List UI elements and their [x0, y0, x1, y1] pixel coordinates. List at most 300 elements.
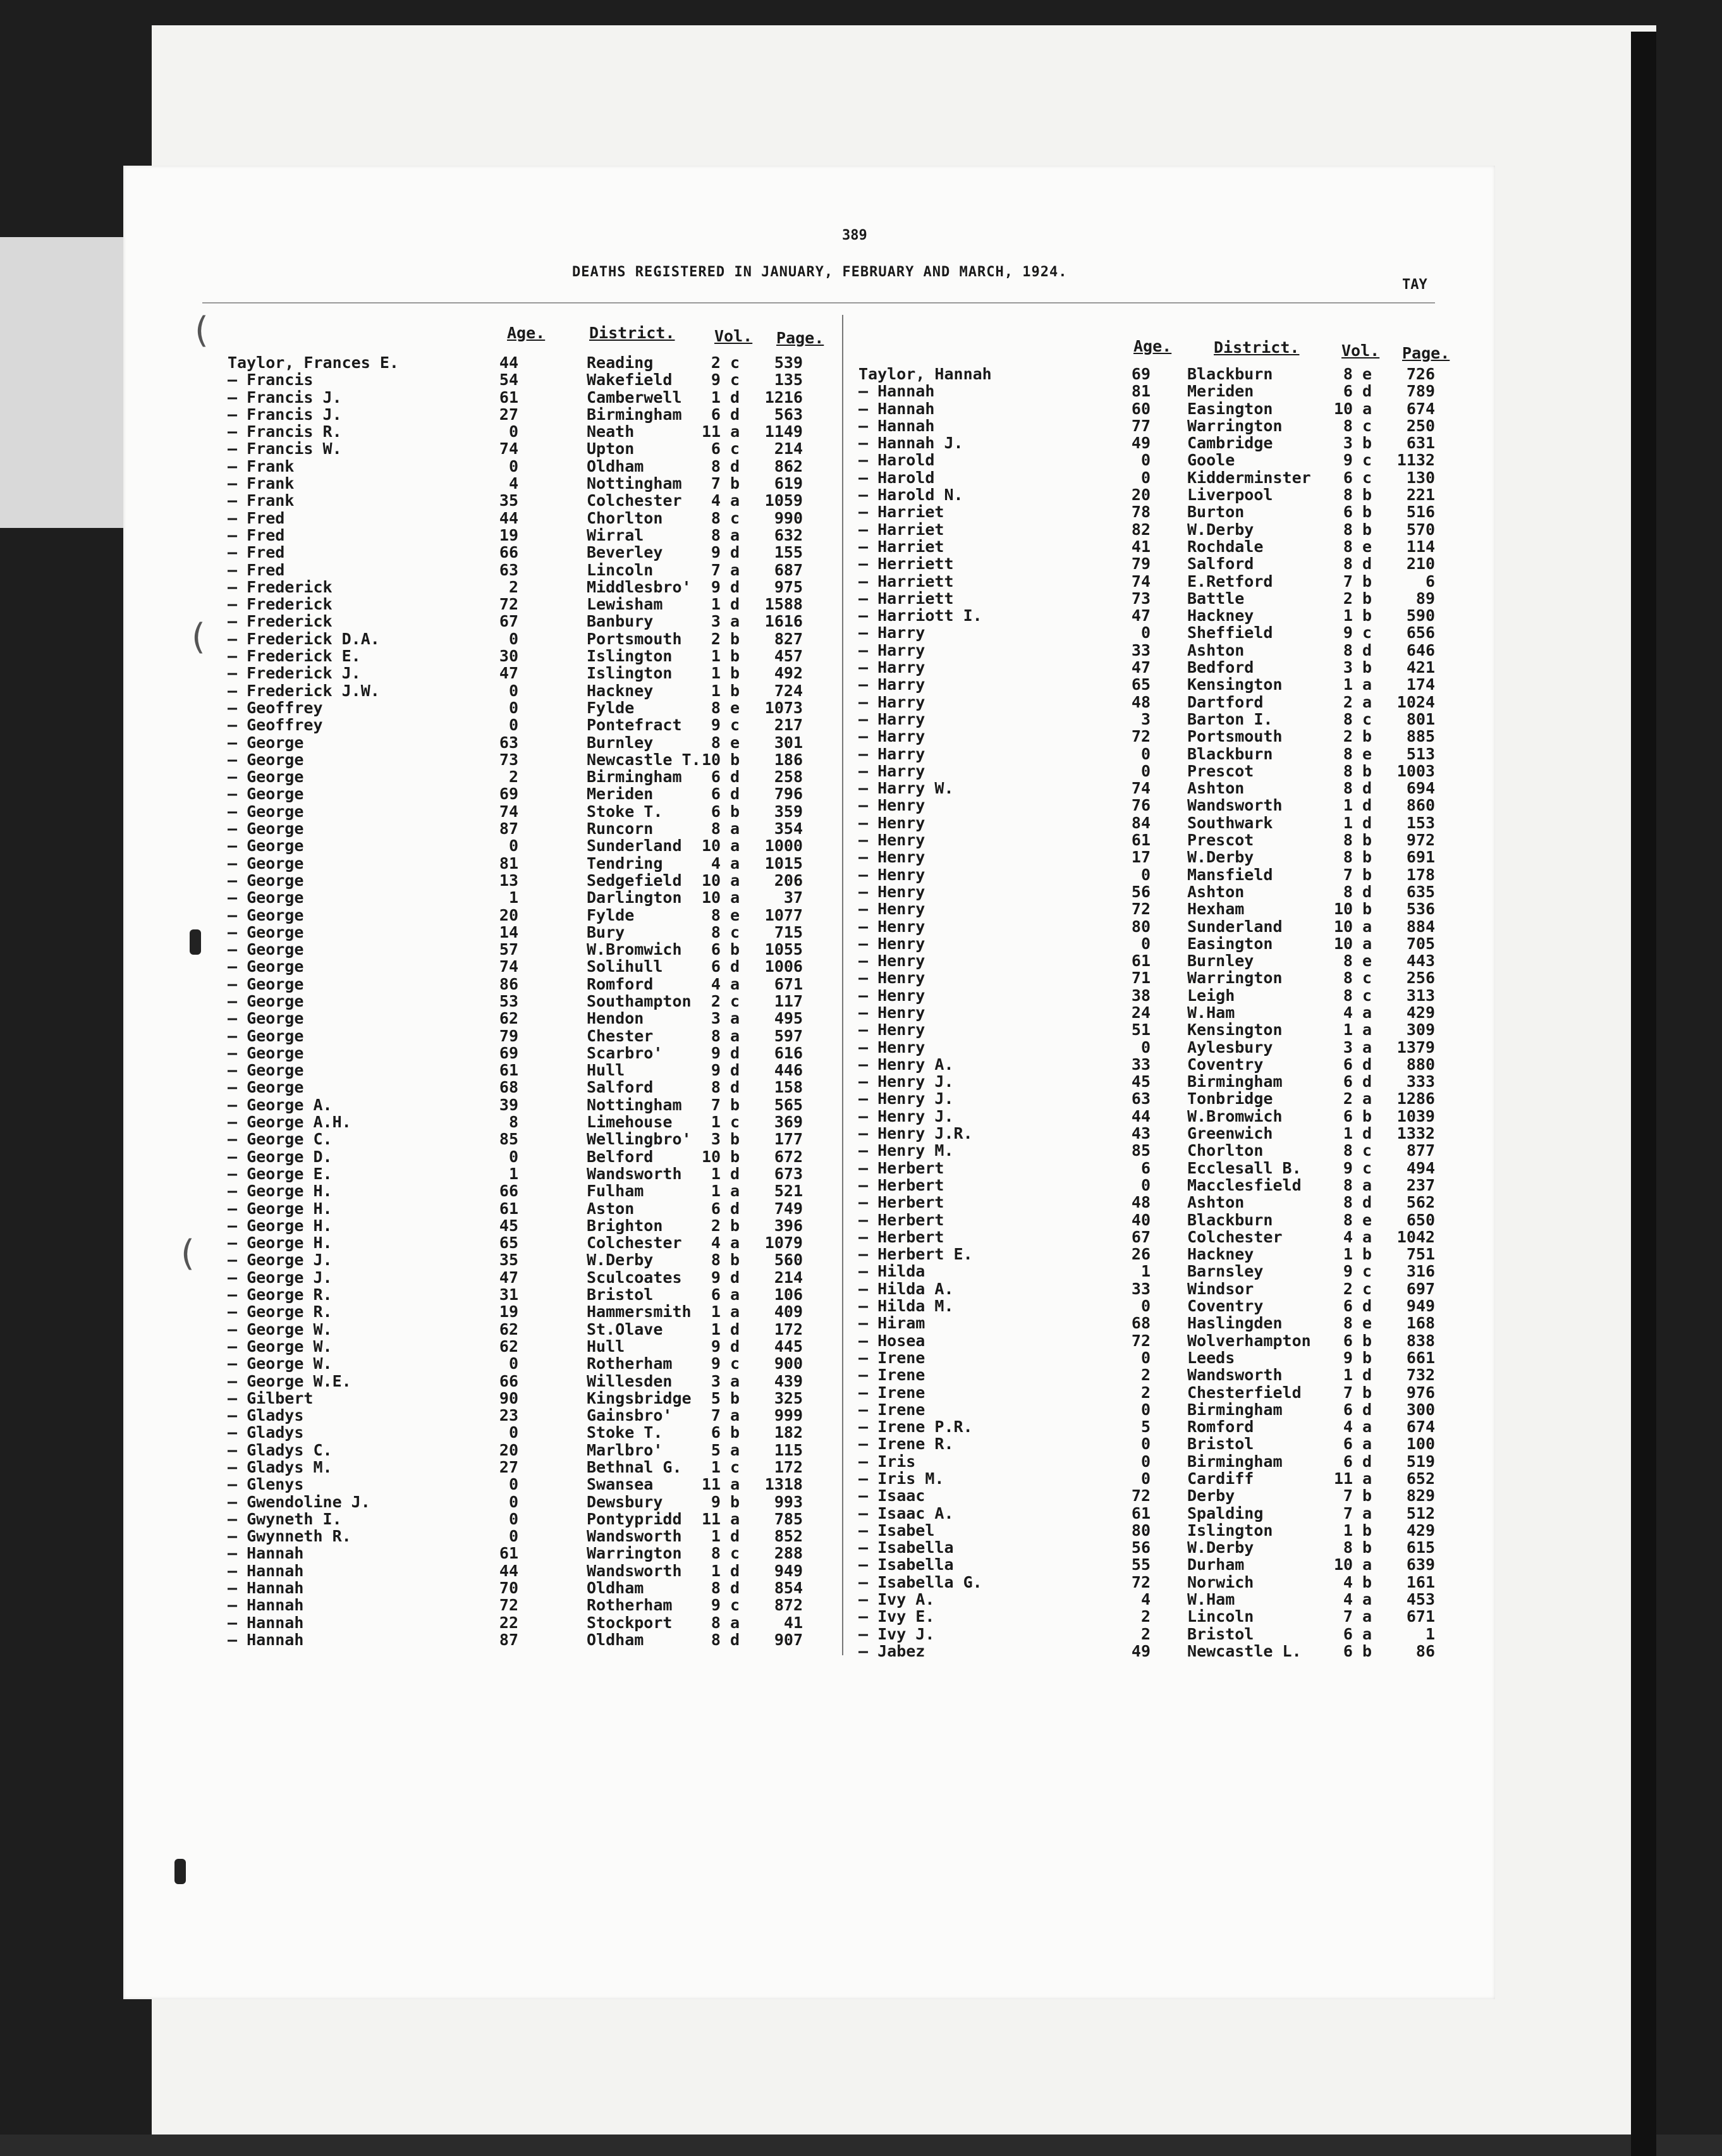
entry-page: 880 [1406, 1055, 1435, 1074]
entry-page: 301 [774, 733, 803, 752]
register-entry [858, 865, 1435, 884]
entry-name: — George A.H. [228, 1113, 351, 1132]
entry-page: 513 [1406, 744, 1435, 763]
entry-age: 17 [1131, 848, 1151, 867]
register-entry [228, 1234, 828, 1251]
entry-vol: 9 c [711, 1596, 740, 1615]
entry-district: Wandsworth [587, 1561, 682, 1580]
entry-page: 1379 [1396, 1038, 1435, 1057]
entry-page: 972 [1406, 831, 1435, 850]
entry-page: 309 [1406, 1020, 1435, 1039]
entry-age: 48 [1131, 1193, 1151, 1212]
entry-name: — George [228, 991, 304, 1010]
entry-district: Swansea [587, 1475, 654, 1494]
entry-page: 590 [1406, 606, 1435, 625]
entry-page: 565 [774, 1095, 803, 1114]
register-entry [228, 544, 828, 561]
entry-page: 214 [774, 439, 803, 458]
entry-vol: 1 d [711, 1320, 740, 1338]
entry-vol: 7 a [1343, 1607, 1372, 1626]
entry-age: 47 [499, 664, 518, 683]
entry-vol: 6 d [1343, 1400, 1372, 1419]
entry-district: Wolverhampton [1187, 1331, 1311, 1350]
entry-name: — Francis J. [228, 388, 342, 407]
entry-district: Belford [587, 1147, 654, 1166]
entry-name: — Henry [858, 900, 925, 919]
entry-age: 1 [508, 1164, 518, 1183]
entry-name: — Harry [858, 761, 925, 780]
entry-name: — Irene [858, 1400, 925, 1419]
entry-page: 494 [1406, 1158, 1435, 1177]
entry-name: — Harriet [858, 537, 944, 556]
entry-district: Wellingbro' [587, 1130, 692, 1149]
entry-name: — George [228, 1009, 304, 1028]
register-entry [858, 623, 1435, 642]
entry-age: 80 [1131, 1521, 1151, 1540]
entry-vol: 6 b [711, 1423, 740, 1442]
entry-vol: 7 b [1343, 572, 1372, 591]
entry-name: — Harriett [858, 572, 954, 591]
entry-page: 639 [1406, 1555, 1435, 1574]
entry-page: 333 [1406, 1072, 1435, 1091]
entry-page: 597 [774, 1026, 803, 1045]
register-entry [858, 1193, 1435, 1212]
register-entry [858, 1469, 1435, 1488]
register-entry [858, 969, 1435, 988]
entry-vol: 10 a [1334, 1555, 1372, 1574]
entry-district: Chorlton [1187, 1141, 1264, 1160]
entry-name: — Hannah [858, 399, 935, 418]
entry-page: 409 [774, 1302, 803, 1321]
entry-district: Newcastle T. [587, 750, 701, 769]
entry-page: 1024 [1396, 692, 1435, 711]
entry-district: Dewsbury [587, 1492, 663, 1511]
entry-age: 63 [1131, 1089, 1151, 1108]
binder-punch-icon [190, 929, 201, 955]
entry-vol: 8 c [711, 922, 740, 941]
entry-page: 949 [1406, 1297, 1435, 1316]
entry-vol: 9 b [711, 1492, 740, 1511]
entry-vol: 2 b [1343, 589, 1372, 608]
entry-name: — Harriet [858, 503, 944, 522]
entry-name: — Irene P.R. [858, 1418, 973, 1436]
entry-page: 316 [1406, 1262, 1435, 1281]
entry-age: 62 [499, 1009, 518, 1028]
entry-name: — Frederick [228, 577, 333, 596]
entry-page: 396 [774, 1216, 803, 1235]
entry-name: — Hannah [228, 1613, 304, 1632]
entry-page: 168 [1406, 1314, 1435, 1333]
entry-name: — Hannah [228, 1561, 304, 1580]
entry-page: 650 [1406, 1210, 1435, 1229]
entry-name: — Isabel [858, 1521, 935, 1540]
register-entry [228, 1596, 828, 1614]
entry-age: 74 [1131, 572, 1151, 591]
entry-name: — Hannah [858, 382, 935, 401]
entry-district: Marlbro' [587, 1440, 663, 1459]
entry-name: — George [228, 1026, 304, 1045]
entry-name: — Francis [228, 371, 314, 389]
register-entry [858, 1158, 1435, 1177]
entry-name: Taylor, Frances E. [228, 353, 399, 372]
entry-district: Chester [587, 1026, 654, 1045]
entry-age: 48 [1131, 692, 1151, 711]
entry-page: 359 [774, 802, 803, 821]
entry-age: 38 [1131, 986, 1151, 1005]
entry-district: Nottingham [587, 1095, 682, 1114]
entry-name: — George W.E. [228, 1371, 351, 1390]
register-entry [228, 993, 828, 1010]
entry-vol: 3 b [711, 1130, 740, 1149]
entry-name: — Gladys [228, 1423, 304, 1442]
entry-age: 61 [1131, 1504, 1151, 1522]
entry-district: Leigh [1187, 986, 1235, 1005]
entry-age: 47 [1131, 606, 1151, 625]
entry-age: 0 [1140, 1400, 1151, 1419]
entry-name: — Hilda M. [858, 1297, 954, 1316]
entry-page: 975 [774, 577, 803, 596]
entry-page: 313 [1406, 986, 1435, 1005]
register-entry [228, 976, 828, 993]
register-entry [228, 630, 828, 647]
entry-name: — Henry [858, 969, 925, 988]
register-entry [228, 1113, 828, 1130]
entry-district: Dartford [1187, 692, 1264, 711]
entry-name: — Henry [858, 882, 925, 901]
entry-age: 62 [499, 1337, 518, 1356]
entry-vol: 7 b [711, 474, 740, 493]
register-entry [858, 468, 1435, 487]
entry-district: Burnley [1187, 952, 1254, 971]
entry-vol: 9 d [711, 543, 740, 562]
entry-age: 85 [1131, 1141, 1151, 1160]
entry-district: Kensington [1187, 1020, 1283, 1039]
entry-vol: 11 a [702, 422, 740, 441]
entry-vol: 4 a [711, 1234, 740, 1253]
entry-page: 89 [1415, 589, 1435, 608]
entry-vol: 8 e [1343, 537, 1372, 556]
entry-age: 5 [1140, 1418, 1151, 1436]
entry-page: 726 [1406, 365, 1435, 383]
entry-name: — George [228, 922, 304, 941]
entry-vol: 11 a [1334, 1469, 1372, 1488]
entry-page: 106 [774, 1285, 803, 1304]
entry-name: — George [228, 905, 304, 924]
register-entry [228, 1286, 828, 1303]
register-entry [228, 1217, 828, 1234]
entry-district: Prescot [1187, 761, 1254, 780]
entry-vol: 6 d [711, 785, 740, 804]
entry-name: — Fred [228, 525, 285, 544]
entry-vol: 10 a [702, 836, 740, 855]
entry-page: 616 [774, 1043, 803, 1062]
entry-age: 55 [1131, 1555, 1151, 1574]
entry-page: 724 [774, 681, 803, 700]
entry-page: 993 [774, 1492, 803, 1511]
entry-district: Wirral [587, 525, 644, 544]
entry-district: Coventry [1187, 1055, 1264, 1074]
register-entry [858, 1089, 1435, 1108]
entry-district: Meriden [1187, 382, 1254, 401]
entry-district: Stockport [587, 1613, 673, 1632]
entry-page: 1132 [1396, 451, 1435, 470]
register-entry [858, 1279, 1435, 1298]
register-entry [228, 1027, 828, 1044]
entry-vol: 5 b [711, 1388, 740, 1407]
entry-age: 33 [1131, 1279, 1151, 1298]
entry-page: 135 [774, 371, 803, 389]
entry-page: 619 [774, 474, 803, 493]
entry-district: Blackburn [1187, 1210, 1273, 1229]
header-rule [202, 302, 1435, 303]
entry-page: 258 [774, 768, 803, 787]
register-entry [228, 1096, 828, 1113]
entry-name: — Henry [858, 831, 925, 850]
register-entry [228, 1459, 828, 1476]
entry-page: 671 [1406, 1607, 1435, 1626]
entry-district: Ashton [1187, 779, 1245, 798]
entry-page: 1286 [1396, 1089, 1435, 1108]
entry-age: 13 [499, 871, 518, 890]
entry-name: — Henry [858, 952, 925, 971]
entry-page: 656 [1406, 623, 1435, 642]
entry-vol: 9 c [711, 371, 740, 389]
entry-vol: 6 b [1343, 1641, 1372, 1660]
entry-page: 1003 [1396, 761, 1435, 780]
entry-page: 1042 [1396, 1227, 1435, 1246]
entry-vol: 2 b [1343, 727, 1372, 746]
entry-vol: 8 d [711, 456, 740, 475]
entry-vol: 3 a [711, 1371, 740, 1390]
register-entry [228, 1182, 828, 1199]
entry-page: 453 [1406, 1590, 1435, 1609]
entry-district: Birmingham [1187, 1452, 1283, 1471]
entry-name: Taylor, Hannah [858, 365, 992, 383]
register-entry [858, 934, 1435, 953]
entry-district: W.Derby [1187, 520, 1254, 539]
entry-vol: 6 d [711, 1199, 740, 1218]
entry-district: Ecclesall B. [1187, 1158, 1302, 1177]
entry-district: Wandsworth [587, 1164, 682, 1183]
entry-page: 635 [1406, 882, 1435, 901]
entry-age: 27 [499, 1458, 518, 1476]
right-age-header: Age. [1133, 337, 1172, 355]
entry-district: Tendring [587, 854, 663, 873]
register-entry [858, 434, 1435, 453]
entry-name: — Frederick J. [228, 664, 361, 683]
register-entry [228, 1148, 828, 1165]
entry-district: Ashton [1187, 1193, 1245, 1212]
entry-name: — Henry [858, 865, 925, 884]
register-entry [858, 416, 1435, 435]
entry-district: Camberwell [587, 388, 682, 407]
entry-district: Derby [1187, 1486, 1235, 1505]
entry-vol: 8 e [1343, 1210, 1372, 1229]
entry-vol: 1 a [711, 1302, 740, 1321]
entry-page: 177 [774, 1130, 803, 1149]
entry-page: 661 [1406, 1348, 1435, 1367]
entry-name: — Henry J.R. [858, 1124, 973, 1143]
entry-age: 33 [1131, 1055, 1151, 1074]
entry-vol: 6 d [1343, 1452, 1372, 1471]
entry-age: 0 [1140, 451, 1151, 470]
entry-age: 0 [508, 1475, 518, 1494]
entry-district: W.Ham [1187, 1590, 1235, 1609]
entry-name: — Ivy E. [858, 1607, 935, 1626]
entry-age: 35 [499, 1251, 518, 1270]
entry-name: — George [228, 785, 304, 804]
entry-vol: 6 a [711, 1285, 740, 1304]
entry-age: 69 [499, 785, 518, 804]
entry-district: Bristol [1187, 1435, 1254, 1454]
entry-page: 1 [1425, 1624, 1435, 1643]
entry-page: 829 [1406, 1486, 1435, 1505]
entry-age: 0 [508, 629, 518, 648]
entry-page: 1149 [764, 422, 803, 441]
register-entry [228, 1251, 828, 1268]
entry-district: Romford [587, 974, 654, 993]
entry-age: 74 [499, 439, 518, 458]
entry-vol: 7 a [711, 1406, 740, 1425]
register-entry [858, 1106, 1435, 1125]
entry-vol: 4 a [711, 854, 740, 873]
entry-page: 694 [1406, 779, 1435, 798]
entry-name: — Glenys [228, 1475, 304, 1494]
entry-vol: 6 d [1343, 1072, 1372, 1091]
register-entry [858, 1504, 1435, 1522]
entry-vol: 7 b [1343, 865, 1372, 884]
entry-page: 1077 [764, 905, 803, 924]
entry-name: — Harriott I. [858, 606, 982, 625]
entry-page: 1059 [764, 491, 803, 510]
entry-age: 27 [499, 405, 518, 424]
entry-age: 73 [1131, 589, 1151, 608]
entry-age: 0 [508, 681, 518, 700]
entry-district: Limehouse [587, 1113, 673, 1132]
entry-district: Southampton [587, 991, 692, 1010]
entry-age: 0 [1140, 1038, 1151, 1057]
entry-page: 671 [774, 974, 803, 993]
entry-page: 1073 [764, 698, 803, 717]
entry-age: 66 [499, 543, 518, 562]
entry-age: 69 [1131, 365, 1151, 383]
register-entry [858, 761, 1435, 780]
entry-vol: 1 c [711, 1458, 740, 1476]
entry-page: 749 [774, 1199, 803, 1218]
entry-district: Islington [587, 647, 673, 666]
entry-district: Spalding [1187, 1504, 1264, 1522]
entry-district: Durham [1187, 1555, 1245, 1574]
register-entry [228, 716, 828, 733]
entry-page: 495 [774, 1009, 803, 1028]
entry-vol: 6 d [711, 405, 740, 424]
register-entry [858, 1020, 1435, 1039]
entry-name: — Herbert [858, 1193, 944, 1212]
register-entry [858, 1452, 1435, 1471]
entry-vol: 6 d [711, 957, 740, 976]
entry-district: Warrington [587, 1544, 682, 1563]
entry-page: 1332 [1396, 1124, 1435, 1143]
register-entry [228, 1614, 828, 1631]
entry-page: 115 [774, 1440, 803, 1459]
entry-vol: 6 b [1343, 1106, 1372, 1125]
entry-district: Newcastle L. [1187, 1641, 1302, 1660]
entry-district: Salford [1187, 554, 1254, 573]
entry-vol: 8 a [711, 819, 740, 838]
entry-age: 43 [1131, 1124, 1151, 1143]
entry-age: 3 [1140, 709, 1151, 728]
entry-vol: 1 d [1343, 796, 1372, 815]
register-entry [228, 1545, 828, 1562]
entry-vol: 6 d [1343, 1297, 1372, 1316]
entry-name: — Hilda [858, 1262, 925, 1281]
entry-vol: 10 b [702, 750, 740, 769]
entry-vol: 8 e [711, 905, 740, 924]
entry-age: 0 [1140, 761, 1151, 780]
register-entry [228, 1062, 828, 1079]
entry-page: 172 [774, 1458, 803, 1476]
entry-vol: 8 e [711, 733, 740, 752]
entry-vol: 6 a [1343, 1624, 1372, 1643]
entry-name: — Henry [858, 917, 925, 936]
binder-punch-icon [174, 1859, 186, 1884]
entry-page: 715 [774, 922, 803, 941]
register-entry [228, 1044, 828, 1062]
entry-name: — George H. [228, 1234, 333, 1253]
entry-vol: 10 a [1334, 917, 1372, 936]
entry-vol: 8 d [711, 1579, 740, 1598]
entry-vol: 1 b [1343, 1521, 1372, 1540]
entry-page: 429 [1406, 1003, 1435, 1022]
entry-district: Cardiff [1187, 1469, 1254, 1488]
entry-page: 652 [1406, 1469, 1435, 1488]
left-entries [228, 354, 828, 1648]
entry-vol: 3 b [1343, 658, 1372, 677]
entry-district: W.Derby [1187, 848, 1254, 867]
entry-name: — Frederick [228, 595, 333, 614]
entry-age: 19 [499, 1302, 518, 1321]
entry-district: Oldham [587, 1579, 644, 1598]
entry-age: 41 [1131, 537, 1151, 556]
entry-age: 90 [499, 1388, 518, 1407]
entry-district: Liverpool [1187, 486, 1273, 505]
register-entry [858, 1400, 1435, 1419]
entry-district: Lincoln [587, 560, 654, 579]
register-entry [858, 727, 1435, 746]
entry-name: — Henry M. [858, 1141, 954, 1160]
entry-district: Easington [1187, 399, 1273, 418]
entry-page: 153 [1406, 813, 1435, 832]
register-entry [858, 1435, 1435, 1454]
entry-page: 562 [1406, 1193, 1435, 1212]
entry-vol: 8 b [1343, 761, 1372, 780]
register-entry [228, 872, 828, 889]
entry-age: 4 [1140, 1590, 1151, 1609]
entry-district: Banbury [587, 612, 654, 631]
entry-name: — Frank [228, 491, 295, 510]
entry-page: 852 [774, 1527, 803, 1546]
entry-name: — Herriett [858, 554, 954, 573]
entry-name: — Henry [858, 848, 925, 867]
entry-district: E.Retford [1187, 572, 1273, 591]
page-number: 389 [842, 228, 867, 243]
entry-name: — Frank [228, 456, 295, 475]
entry-district: Macclesfield [1187, 1175, 1302, 1194]
register-entry [228, 1130, 828, 1148]
entry-name: — Henry J. [858, 1089, 954, 1108]
entry-district: Rochdale [1187, 537, 1264, 556]
entry-district: Wandsworth [587, 1527, 682, 1546]
